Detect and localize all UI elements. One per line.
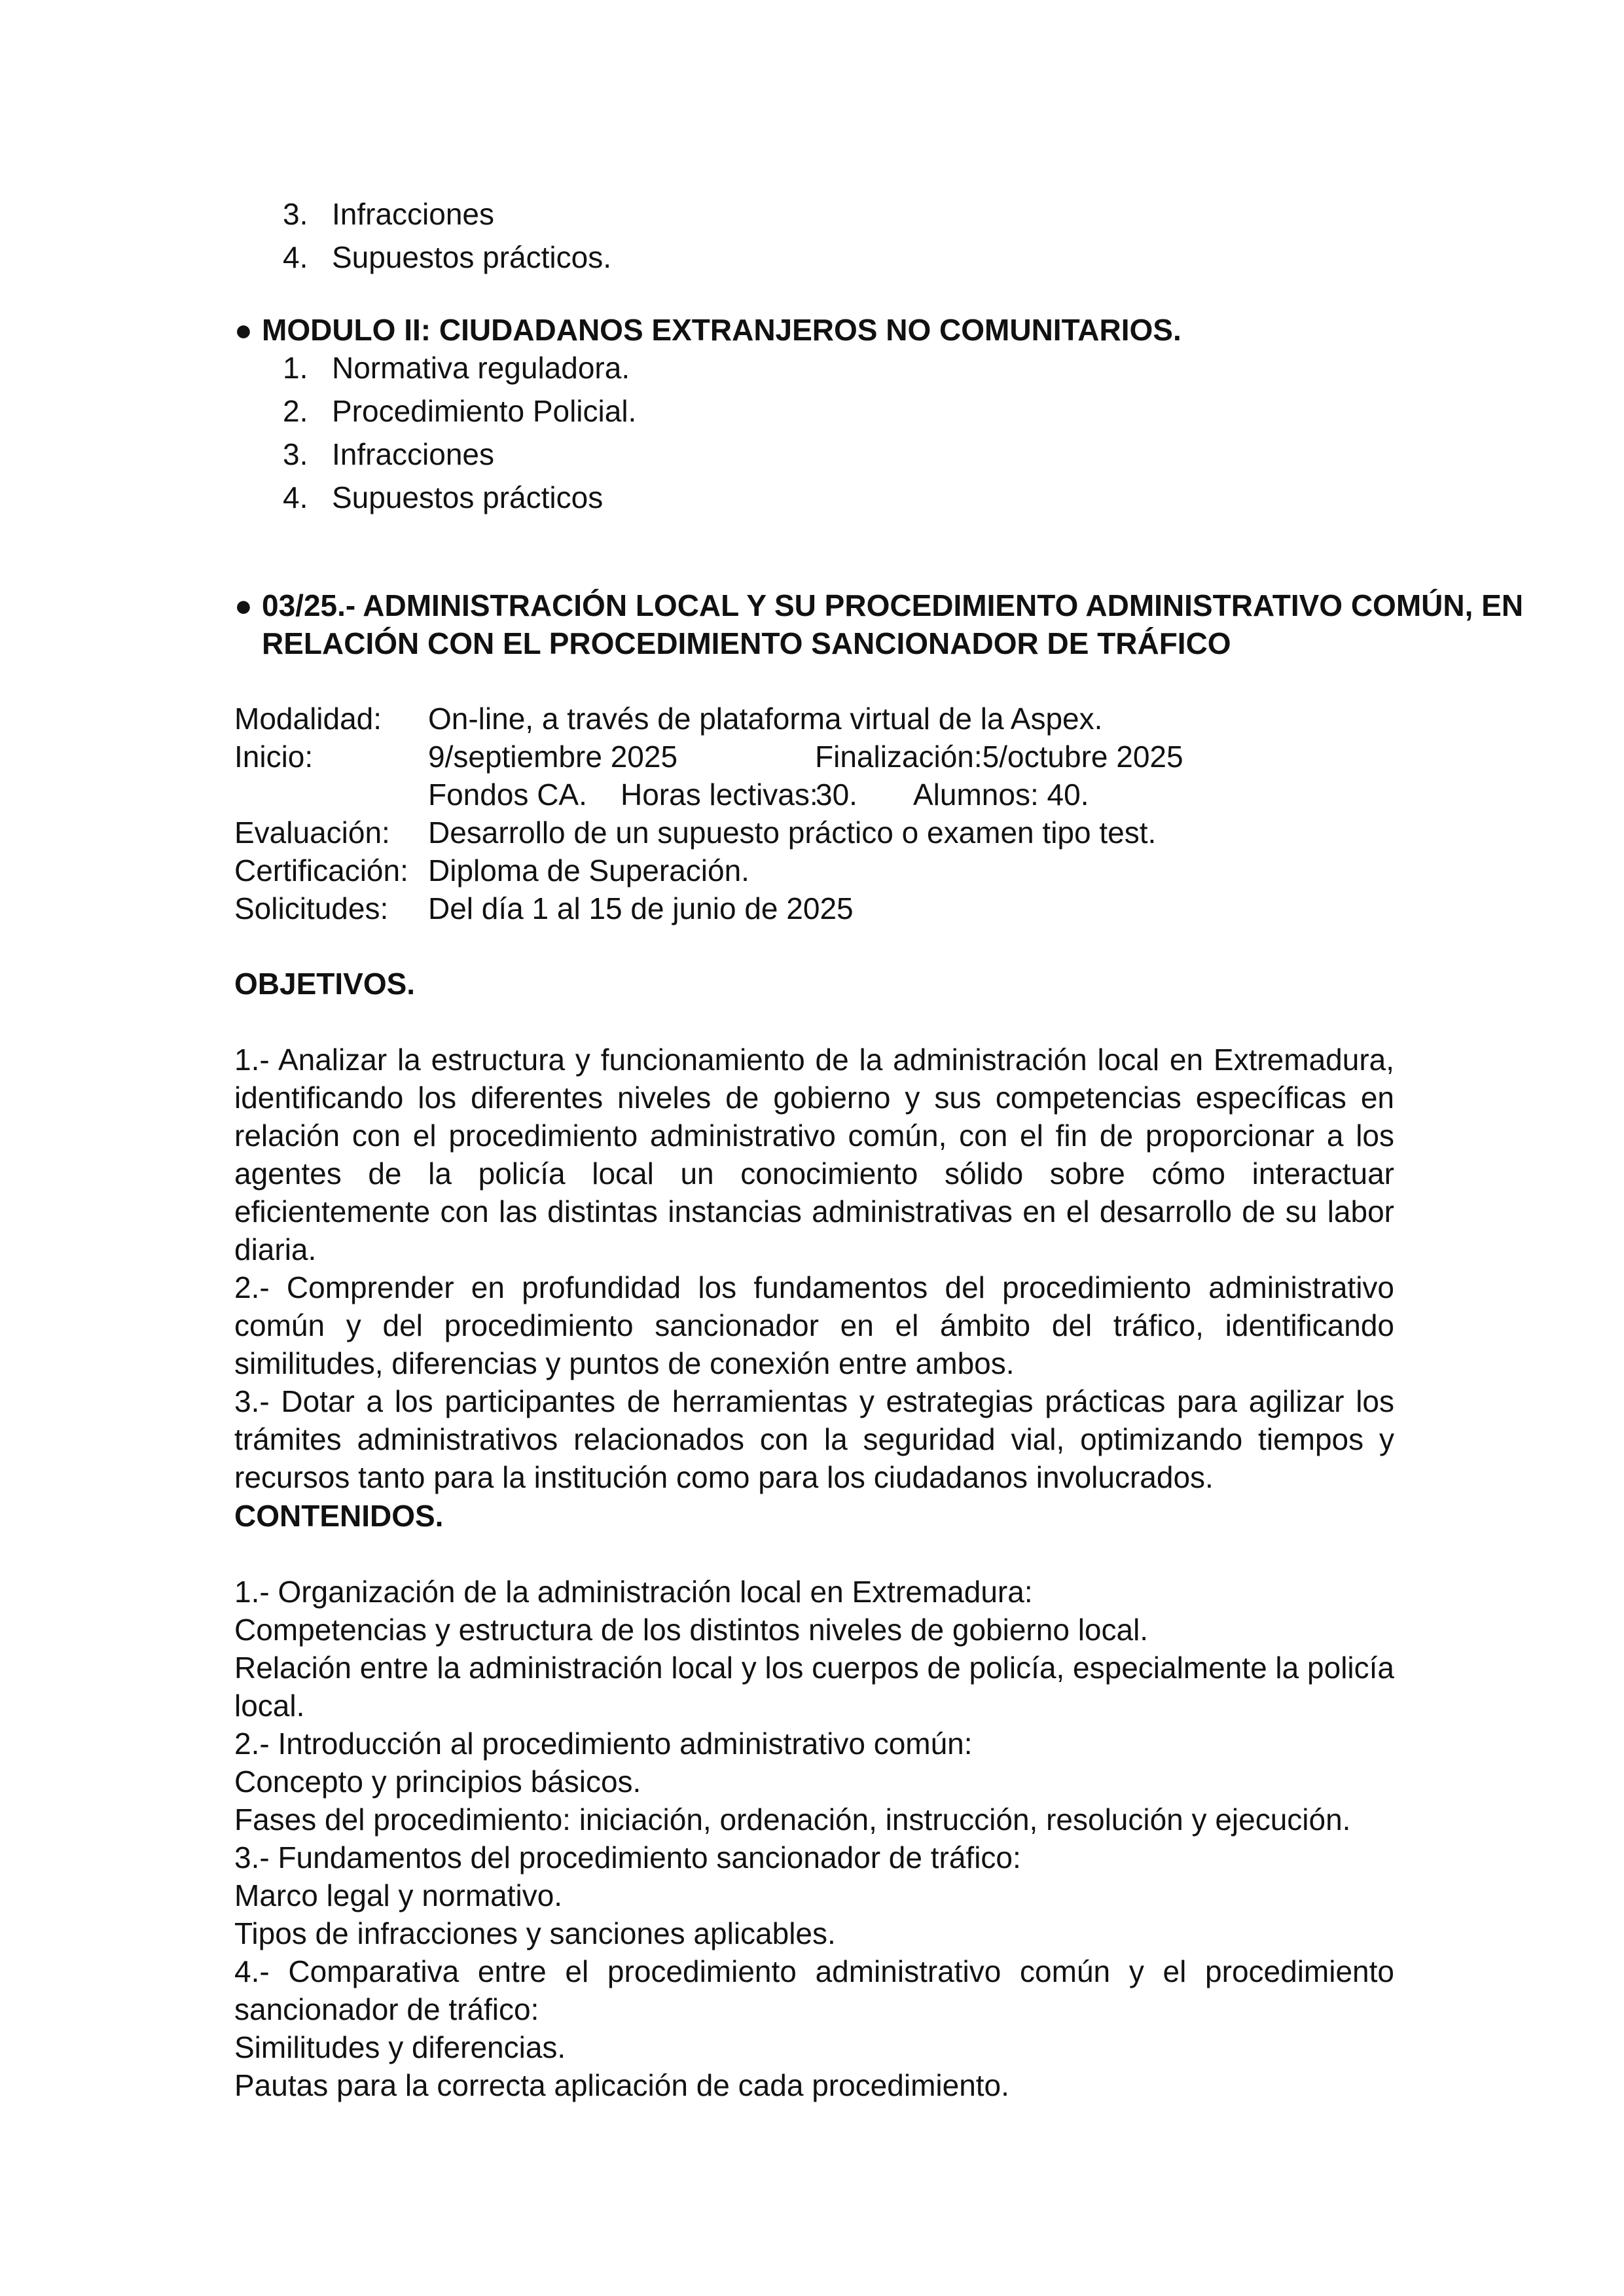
objetivo-paragraph: 2.- Comprender en profundidad los fundamentos del procedimiento administrativo común y del procedimiento sancionador en el ámbito del tráfico, identificando similitudes, diferencias y puntos de conexión entre ambos. [234,1270,1394,1380]
bullet-icon: ● [234,313,253,347]
contenido-line: 3.- Fundamentos del procedimiento sancionador de tráfico: [234,1840,1021,1874]
horas-label: Horas lectivas: [621,778,818,812]
module-title: MODULO II: CIUDADANOS EXTRANJEROS NO COMUNITARIOS. [262,313,1182,347]
contenido-line: Fases del procedimiento: iniciación, ordenación, instrucción, resolución y ejecución. [234,1803,1351,1837]
contenido-line: Tipos de infracciones y sanciones aplicables. [234,1916,836,1950]
list-item: Infracciones [332,197,495,231]
alumnos-value: Alumnos: 40. [913,778,1089,812]
list-number: 3. [283,197,308,231]
list-number: 1. [283,351,308,385]
list-number: 4. [283,240,308,274]
bullet-icon: ● [234,588,253,622]
certificacion-label: Certificación: [234,853,408,888]
finalizacion-value: Finalización:5/octubre 2025 [815,740,1183,774]
inicio-value: 9/septiembre 2025 [428,740,678,774]
fondos-value: Fondos CA. [428,778,587,812]
contenido-line: Pautas para la correcta aplicación de cada procedimiento. [234,2068,1009,2102]
list-item: Supuestos prácticos [332,480,604,514]
contenido-line: 4.- Comparativa entre el procedimiento administrativo común y el procedimiento sancionador de tráfico: [234,1954,1394,2026]
modalidad-value: On-line, a través de plataforma virtual de la Aspex. [428,702,1103,736]
list-item: Procedimiento Policial. [332,394,637,428]
list-item: Infracciones [332,437,495,471]
contenido-line: Competencias y estructura de los distintos niveles de gobierno local. [234,1613,1149,1647]
course-title-line1: 03/25.- ADMINISTRACIÓN LOCAL Y SU PROCEDIMIENTO ADMINISTRATIVO COMÚN, EN [262,588,1524,622]
solicitudes-value: Del día 1 al 15 de junio de 2025 [428,891,854,925]
contenido-line: 1.- Organización de la administración local en Extremadura: [234,1575,1033,1609]
objetivos-heading: OBJETIVOS. [234,967,416,1001]
certificacion-value: Diploma de Superación. [428,853,749,888]
objetivo-paragraph: 1.- Analizar la estructura y funcionamiento de la administración local en Extremadura, identificando los diferentes niveles de gobierno y sus competencias específicas en relación con el procedimiento administrativo común, con el fin de proporcionar a los agentes de la policía local un conocimiento sólido sobre cómo interactuar eficientemente con las distintas instancias administrativas en el desarrollo de su labor diaria. [234,1043,1394,1266]
list-item: Normativa reguladora. [332,351,630,385]
contenido-line: Concepto y principios básicos. [234,1765,641,1799]
objetivos-body [234,1041,1394,1496]
contenido-line: Marco legal y normativo. [234,1878,563,1912]
inicio-label: Inicio: [234,740,314,774]
objetivo-paragraph: 3.- Dotar a los participantes de herramientas y estrategias prácticas para agilizar los trámites administrativos relacionados con la seguridad vial, optimizando tiempos y recursos tanto para la institución como para los ciudadanos involucrados. [234,1384,1394,1494]
evaluacion-label: Evaluación: [234,816,390,850]
course-title-line2: RELACIÓN CON EL PROCEDIMIENTO SANCIONADOR DE TRÁFICO [262,626,1231,660]
solicitudes-label: Solicitudes: [234,891,389,925]
contenido-line: 2.- Introducción al procedimiento administrativo común: [234,1727,973,1761]
contenido-line: Relación entre la administración local y los cuerpos de policía, especialmente la policía local. [234,1651,1394,1723]
contenidos-body [234,1573,1394,2104]
horas-value: 30. [816,778,857,812]
evaluacion-value: Desarrollo de un supuesto práctico o examen tipo test. [428,816,1157,850]
contenido-line: Similitudes y diferencias. [234,2030,566,2064]
list-item: Supuestos prácticos. [332,240,612,274]
contenidos-heading: CONTENIDOS. [234,1499,444,1533]
list-number: 2. [283,394,308,428]
modalidad-label: Modalidad: [234,702,382,736]
list-number: 4. [283,480,308,514]
list-number: 3. [283,437,308,471]
